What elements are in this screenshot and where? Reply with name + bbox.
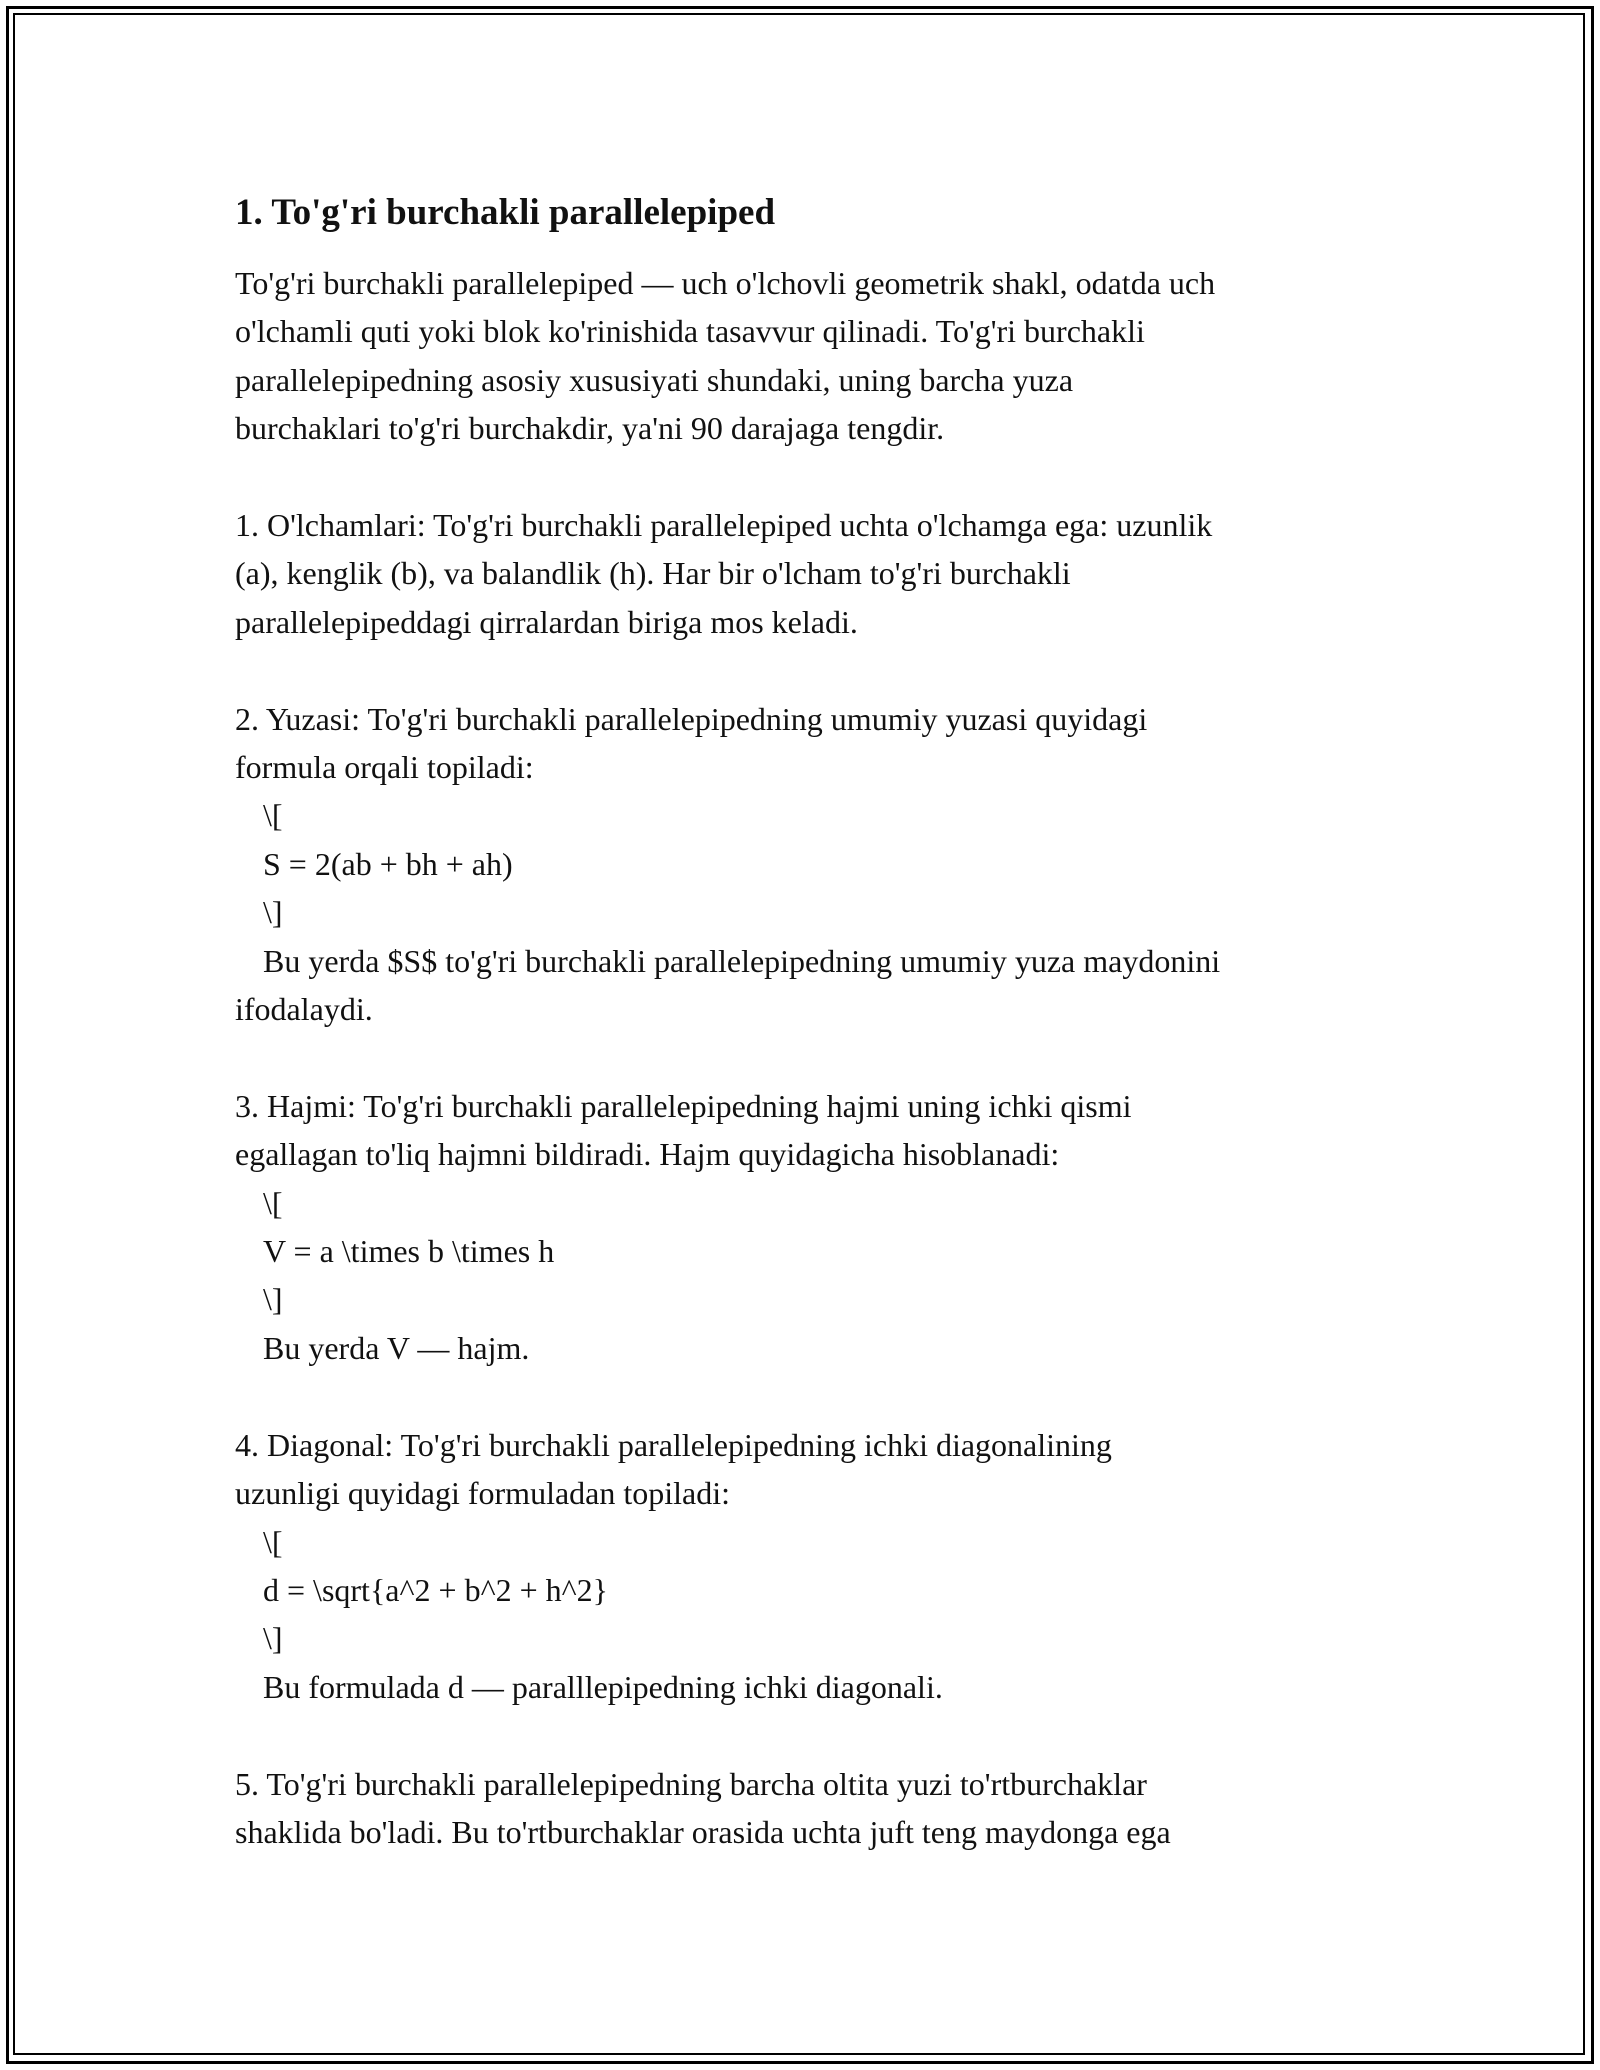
paragraph-gap bbox=[235, 1711, 1375, 1759]
intro-line: o'lchamli quti yoki blok ko'rinishida tasavvur qilinadi. To'g'ri burchakli bbox=[235, 313, 1145, 350]
intro-line: burchaklari to'g'ri burchakdir, ya'ni 90 darajaga tengdir. bbox=[235, 410, 945, 447]
list-item-line: (a), kenglik (b), va balandlik (h). Har bir o'lcham to'g'ri burchakli bbox=[235, 555, 1071, 592]
list-item-volume bbox=[235, 1082, 1375, 1372]
list-item-dimensions bbox=[235, 501, 1375, 646]
document-body bbox=[235, 187, 1375, 1856]
math-delimiter-close: \] bbox=[263, 1620, 283, 1657]
list-item-line: 1. O'lchamlari: To'g'ri burchakli parallelepiped uchta o'lchamga ega: uzunlik bbox=[235, 507, 1213, 544]
list-item-line: formula orqali topiladi: bbox=[235, 749, 534, 786]
formula-volume: V = a \times b \times h bbox=[263, 1233, 555, 1270]
math-delimiter-open: \[ bbox=[263, 1523, 283, 1560]
paragraph-gap bbox=[235, 646, 1375, 694]
list-item-line: uzunligi quyidagi formuladan topiladi: bbox=[235, 1475, 731, 1512]
intro-line: To'g'ri burchakli parallelepiped — uch o'lchovli geometrik shakl, odatda uch bbox=[235, 265, 1216, 301]
list-item-surface-area bbox=[235, 695, 1375, 1034]
paragraph-gap bbox=[235, 1033, 1375, 1081]
math-delimiter-open: \[ bbox=[263, 797, 283, 834]
math-delimiter-open: \[ bbox=[263, 1184, 283, 1221]
list-item-line: parallelepipeddagi qirralardan biriga mos keladi. bbox=[235, 603, 858, 640]
list-item-faces bbox=[235, 1760, 1375, 1857]
formula-diagonal: d = \sqrt{a^2 + b^2 + h^2} bbox=[263, 1571, 608, 1608]
list-item-line: 4. Diagonal: To'g'ri burchakli parallelepipedning ichki diagonalining bbox=[235, 1426, 1112, 1463]
formula-note: Bu yerda V — hajm. bbox=[263, 1329, 530, 1366]
list-item-line: shaklida bo'ladi. Bu to'rtburchaklar orasida uchta juft teng maydonga ega bbox=[235, 1813, 1171, 1850]
list-item-line: 3. Hajmi: To'g'ri burchakli parallelepipedning hajmi uning ichki qismi bbox=[235, 1087, 1132, 1124]
list-item-diagonal bbox=[235, 1421, 1375, 1711]
formula-surface-area: S = 2(ab + bh + ah) bbox=[263, 845, 513, 882]
math-delimiter-close: \] bbox=[263, 1281, 283, 1318]
paragraph-gap bbox=[235, 453, 1375, 501]
list-item-line: 2. Yuzasi: To'g'ri burchakli parallelepipedning umumiy yuzasi quyidagi bbox=[235, 700, 1148, 737]
intro-line: parallelepipedning asosiy xususiyati shundaki, uning barcha yuza bbox=[235, 361, 1074, 398]
formula-note: Bu formulada d — paralllepipedning ichki diagonali. bbox=[263, 1668, 943, 1705]
section-title: 1. To'g'ri burchakli parallelepiped bbox=[235, 192, 776, 233]
math-delimiter-close: \] bbox=[263, 894, 283, 931]
formula-note: Bu yerda $S$ to'g'ri burchakli parallelepipedning umumiy yuza maydonini bbox=[263, 942, 1221, 979]
list-item-line: 5. To'g'ri burchakli parallelepipedning barcha oltita yuzi to'rtburchaklar bbox=[235, 1765, 1147, 1802]
paragraph-gap bbox=[235, 1372, 1375, 1420]
list-item-line: egallagan to'liq hajmni bildiradi. Hajm quyidagicha hisoblanadi: bbox=[235, 1136, 1060, 1173]
intro-paragraph bbox=[235, 259, 1375, 453]
formula-note-continued: ifodalaydi. bbox=[235, 991, 373, 1028]
